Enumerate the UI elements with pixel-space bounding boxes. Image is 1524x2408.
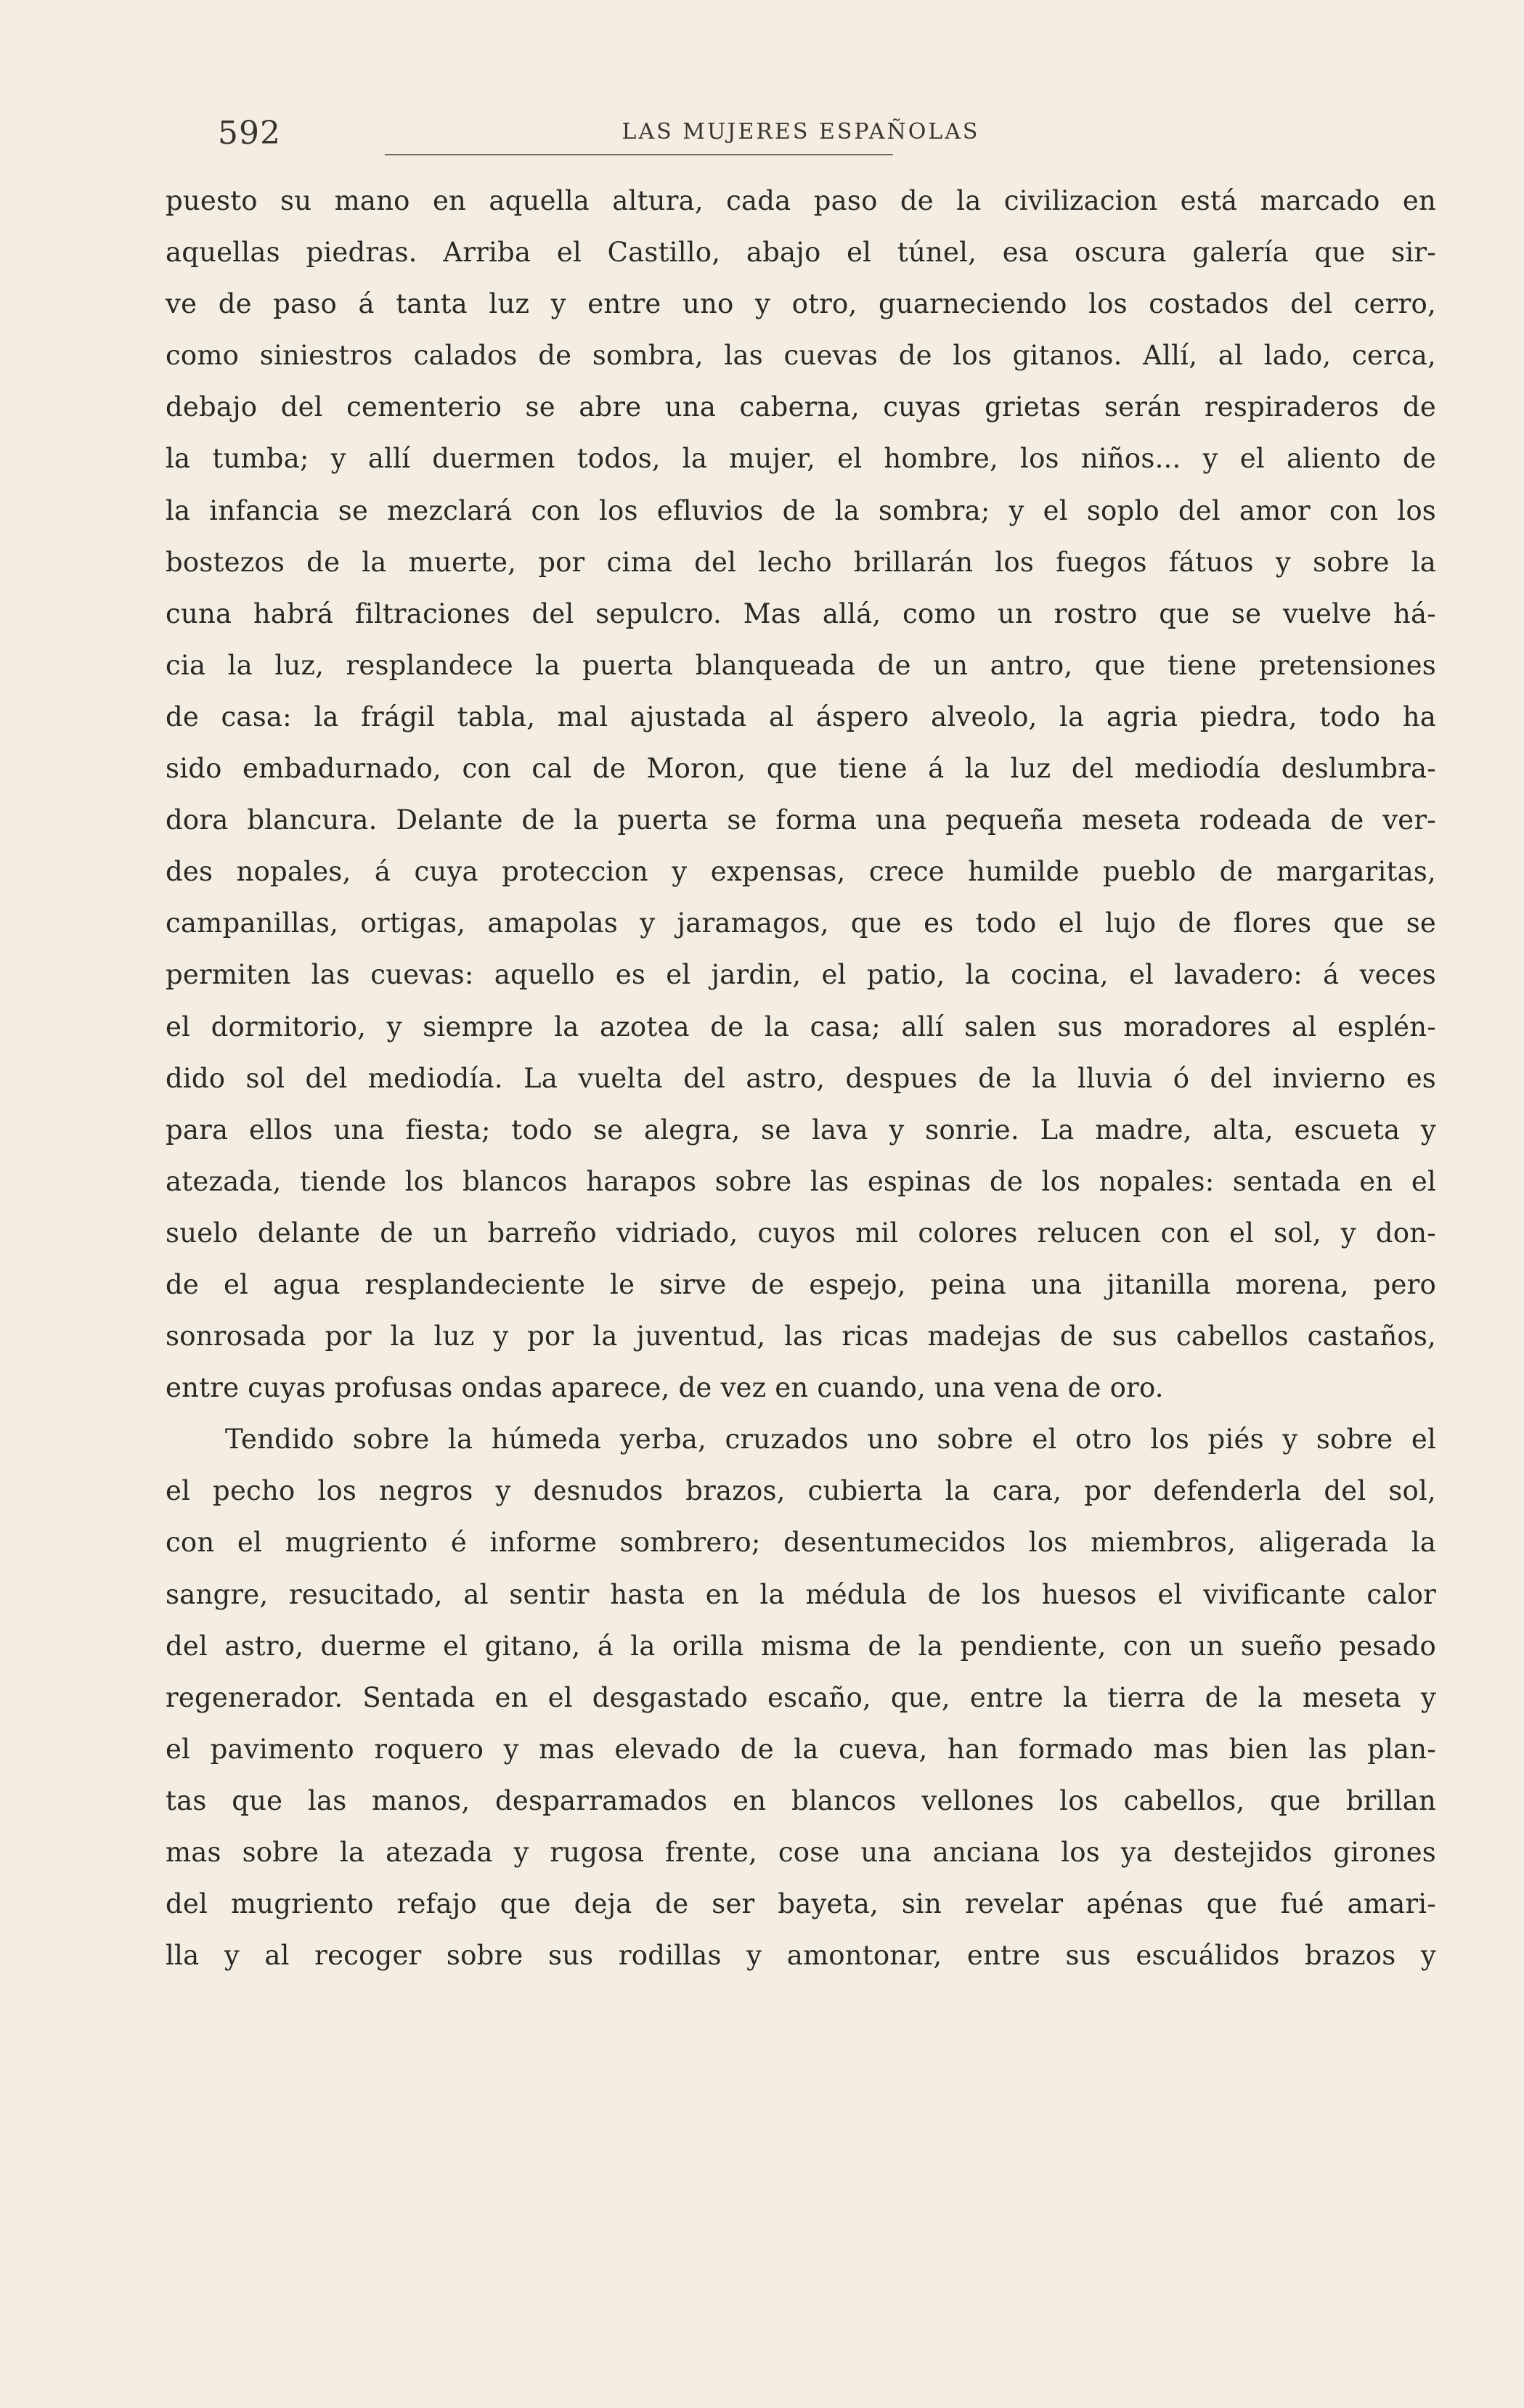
text-line: des nopales, á cuya proteccion y expensas, crece humilde pueblo de margaritas,: [166, 856, 1436, 888]
text-line: cia la luz, resplandece la puerta blanqueada de un antro, que tiene pretensiones: [166, 649, 1436, 681]
text-line: la infancia se mezclará con los efluvios de la sombra; y el soplo del amor con los: [166, 494, 1436, 526]
paragraph: [166, 175, 1436, 1413]
text-line: la tumba; y allí duermen todos, la mujer, el hombre, los niños... y el aliento de: [166, 443, 1436, 475]
page-number: 592: [218, 115, 281, 152]
text-line: debajo del cementerio se abre una caberna, cuyas grietas serán respiraderos de: [166, 391, 1436, 423]
text-line: tas que las manos, desparramados en blancos vellones los cabellos, que brillan: [166, 1784, 1436, 1816]
text-line: dora blancura. Delante de la puerta se forma una pequeña meseta rodeada de ver-: [166, 804, 1436, 836]
text-line: con el mugriento é informe sombrero; desentumecidos los miembros, aligerada la: [166, 1527, 1436, 1559]
text-line: dido sol del mediodía. La vuelta del astro, despues de la lluvia ó del invierno es: [166, 1062, 1436, 1094]
text-line: lla y al recoger sobre sus rodillas y amontonar, entre sus escuálidos brazos y: [166, 1940, 1436, 1972]
text-line: regenerador. Sentada en el desgastado escaño, que, entre la tierra de la meseta y: [166, 1681, 1436, 1713]
text-line: atezada, tiende los blancos harapos sobre las espinas de los nopales: sentada en el: [166, 1165, 1436, 1197]
text-line: el dormitorio, y siempre la azotea de la casa; allí salen sus moradores al esplén-: [166, 1011, 1436, 1042]
text-line: bostezos de la muerte, por cima del lecho brillarán los fuegos fátuos y sobre la: [166, 546, 1436, 578]
text-line: de casa: la frágil tabla, mal ajustada al áspero alveolo, la agria piedra, todo ha: [166, 701, 1436, 732]
text-line: del astro, duerme el gitano, á la orilla misma de la pendiente, con un sueño pesado: [166, 1630, 1436, 1662]
running-title: LAS MUJERES ESPAÑOLAS: [622, 119, 980, 144]
body-text: [166, 175, 1436, 1981]
text-line: puesto su mano en aquella altura, cada paso de la civilizacion está marcado en: [166, 185, 1436, 216]
text-line: de el agua resplandeciente le sirve de espejo, peina una jitanilla morena, pero: [166, 1268, 1436, 1300]
text-line: Tendido sobre la húmeda yerba, cruzados uno sobre el otro los piés y sobre el: [225, 1424, 1436, 1456]
text-line: como siniestros calados de sombra, las cuevas de los gitanos. Allí, al lado, cerca,: [166, 340, 1436, 372]
text-line: del mugriento refajo que deja de ser bayeta, sin revelar apénas que fué amari-: [166, 1888, 1436, 1920]
text-line: sangre, resucitado, al sentir hasta en la médula de los huesos el vivificante calor: [166, 1578, 1436, 1610]
text-line: para ellos una fiesta; todo se alegra, se lava y sonrie. La madre, alta, escueta y: [166, 1114, 1436, 1146]
text-line: entre cuyas profusas ondas aparece, de vez en cuando, una vena de oro.: [166, 1372, 1164, 1404]
text-line: campanillas, ortigas, amapolas y jaramagos, que es todo el lujo de flores que se: [166, 907, 1436, 939]
text-line: el pavimento roquero y mas elevado de la cueva, han formado mas bien las plan-: [166, 1733, 1436, 1765]
text-line: sido embadurnado, con cal de Moron, que tiene á la luz del mediodía deslumbra-: [166, 753, 1436, 785]
text-line: el pecho los negros y desnudos brazos, cubierta la cara, por defenderla del sol,: [166, 1475, 1436, 1507]
text-line: permiten las cuevas: aquello es el jardin, el patio, la cocina, el lavadero: á veces: [166, 959, 1436, 991]
text-line: suelo delante de un barreño vidriado, cuyos mil colores relucen con el sol, y don-: [166, 1217, 1436, 1249]
header-rule: [385, 154, 893, 155]
page-header: [166, 109, 1436, 160]
text-line: cuna habrá filtraciones del sepulcro. Mas allá, como un rostro que se vuelve há-: [166, 597, 1436, 629]
text-line: ve de paso á tanta luz y entre uno y otro, guarneciendo los costados del cerro,: [166, 288, 1436, 320]
paragraph: [166, 1413, 1436, 1981]
text-line: aquellas piedras. Arriba el Castillo, abajo el túnel, esa oscura galería que sir-: [166, 237, 1436, 269]
text-line: mas sobre la atezada y rugosa frente, cose una anciana los ya destejidos girones: [166, 1837, 1436, 1868]
text-line: sonrosada por la luz y por la juventud, las ricas madejas de sus cabellos castaños,: [166, 1321, 1436, 1352]
